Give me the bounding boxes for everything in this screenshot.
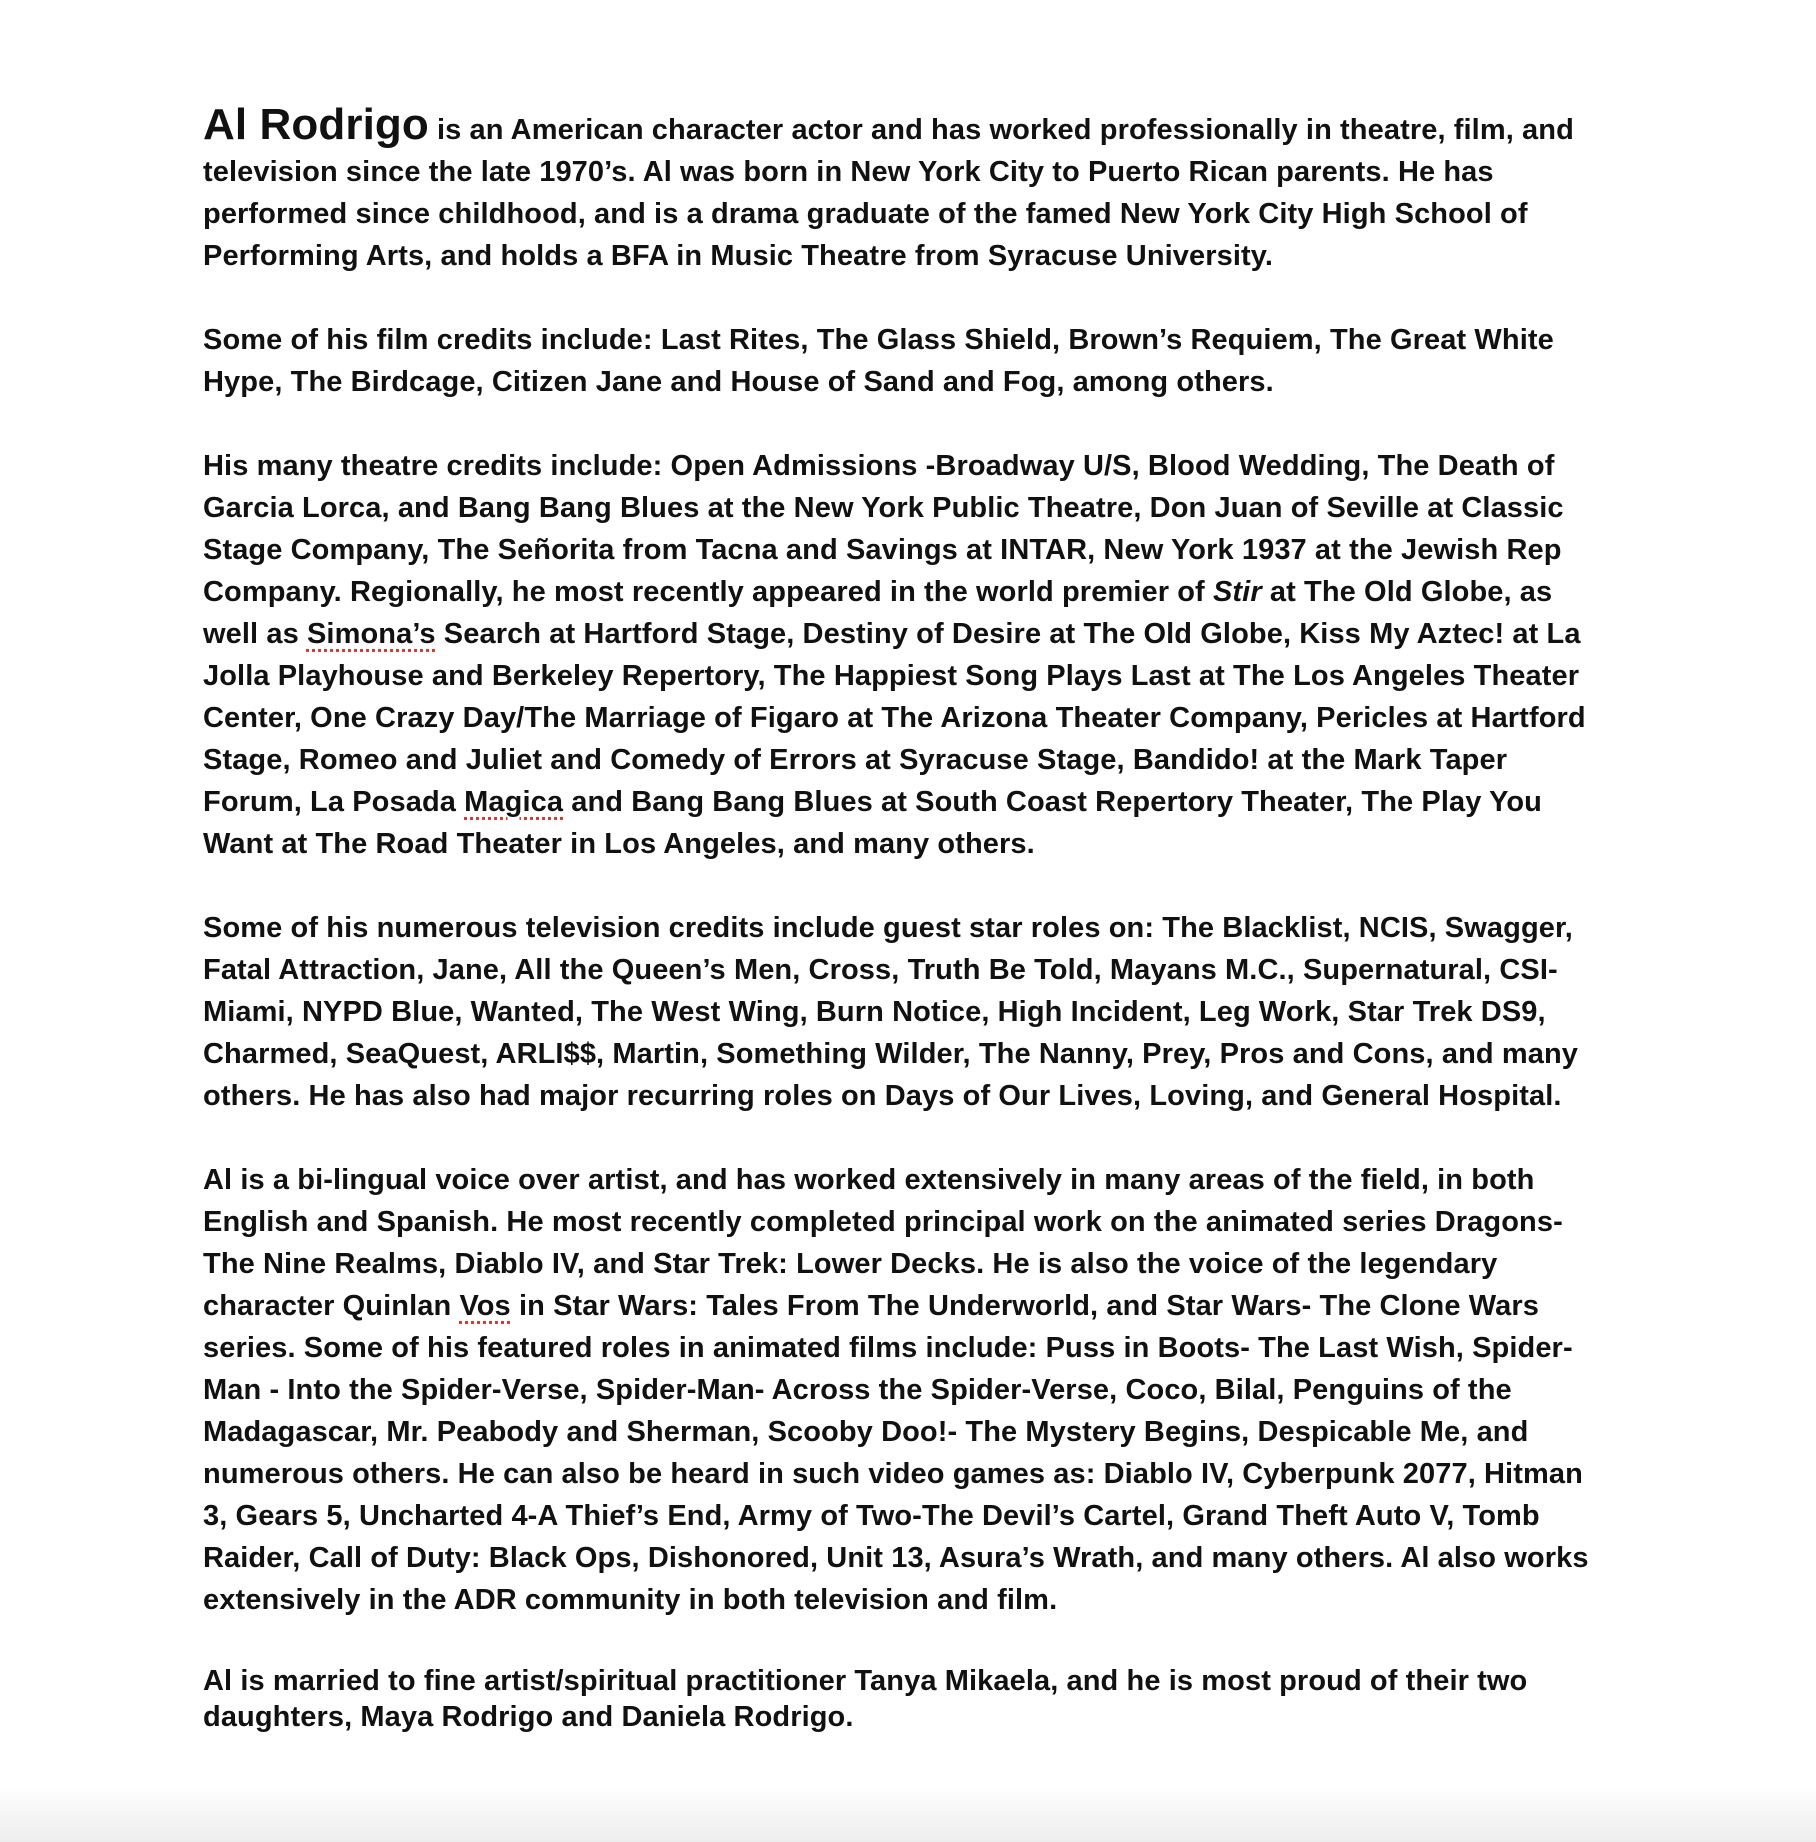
spellcheck-word-magica[interactable]: Magica (464, 786, 564, 818)
intro-text: is an American character actor and has worked professionally in theatre, film, and television since the late 1970’s. Al was born in New York City to Puerto Rican parents. He has performed since childhood, and is a drama graduate of the famed New York City High School of Performing Arts, and holds a BFA in Music Theatre from Syracuse University. (203, 114, 1574, 272)
spellcheck-word-vos[interactable]: Vos (459, 1290, 511, 1322)
theatre-text-part-2: at The Old Globe, as well as (203, 576, 1553, 650)
family-paragraph: Al is married to fine artist/spiritual practitioner Tanya Mikaela, and he is most proud of their two daughters, Maya Rodrigo and Daniela Rodrigo. (203, 1665, 1528, 1733)
stir-title: Stir (1212, 576, 1262, 608)
theatre-text-part-4: and Bang Bang Blues at South Coast Repertory Theater, The Play You Want at The Road Theater in Los Angeles, and many others. (203, 786, 1542, 860)
theatre-text-part-3: Search at Hartford Stage, Destiny of Desire at The Old Globe, Kiss My Aztec! at La Jolla Playhouse and Berkeley Repertory, The Happiest Song Plays Last at The Los Angeles Theater Center, One Crazy Day/The Marriage of Figaro at The Arizona Theater Company, Pericles at Hartford Stage, Romeo and Juliet and Comedy of Errors at Syracuse Stage, Bandido! at the Mark Taper Forum, La Posada (203, 618, 1586, 818)
spellcheck-word-simonas[interactable]: Simona’s (306, 618, 436, 650)
theatre-credits-paragraph (203, 445, 1603, 865)
document-body (203, 100, 1603, 1777)
film-credits-paragraph: Some of his film credits include: Last Rites, The Glass Shield, Brown’s Requiem, The Great White Hype, The Birdcage, Citizen Jane and House of Sand and Fog, among others. (203, 324, 1554, 398)
bio-intro-paragraph (203, 100, 1603, 277)
television-credits-paragraph: Some of his numerous television credits include guest star roles on: The Blacklist, NCIS, Swagger, Fatal Attraction, Jane, All the Queen’s Men, Cross, Truth Be Told, Mayans M.C., Supernatural, CSI-Miami, NYPD Blue, Wanted, The West Wing, Burn Notice, High Incident, Leg Work, Star Trek DS9, Charmed, SeaQuest, ARLI$$, Martin, Something Wilder, The Nanny, Prey, Pros and Cons, and many others. He has also had major recurring roles on Days of Our Lives, Loving, and General Hospital. (203, 912, 1579, 1112)
theatre-text-part-1: His many theatre credits include: Open Admissions -Broadway U/S, Blood Wedding, The Death of Garcia Lorca, and Bang Bang Blues at the New York Public Theatre, Don Juan of Seville at Classic Stage Company, The Señorita from Tacna and Savings at INTAR, New York 1937 at the Jewish Rep Company. Regionally, he most recently appeared in the world premier of (203, 450, 1564, 608)
voice-over-paragraph (203, 1159, 1603, 1621)
actor-name: Al Rodrigo (203, 100, 429, 149)
window-bottom-edge (0, 1784, 1816, 1842)
voice-text-part-1: Al is a bi-lingual voice over artist, and has worked extensively in many areas of the field, in both English and Spanish. He most recently completed principal work on the animated series Dragons-The Nine Realms, Diablo IV, and Star Trek: Lower Decks. He is also the voice of the legendary character Quinlan (203, 1164, 1563, 1322)
voice-text-part-2: in Star Wars: Tales From The Underworld, and Star Wars- The Clone Wars series. Some of his featured roles in animated films include: Puss in Boots- The Last Wish, Spider-Man - Into the Spider-Verse, Spider-Man- Across the Spider-Verse, Coco, Bilal, Penguins of the Madagascar, Mr. Peabody and Sherman, Scooby Doo!- The Mystery Begins, Despicable Me, and numerous others. He can also be heard in such video games as: Diablo IV, Cyberpunk 2077, Hitman 3, Gears 5, Uncharted 4-A Thief’s End, Army of Two-The Devil’s Cartel, Grand Theft Auto V, Tomb Raider, Call of Duty: Black Ops, Dishonored, Unit 13, Asura’s Wrath, and many others. Al also works extensively in the ADR community in both television and film. (203, 1290, 1589, 1616)
